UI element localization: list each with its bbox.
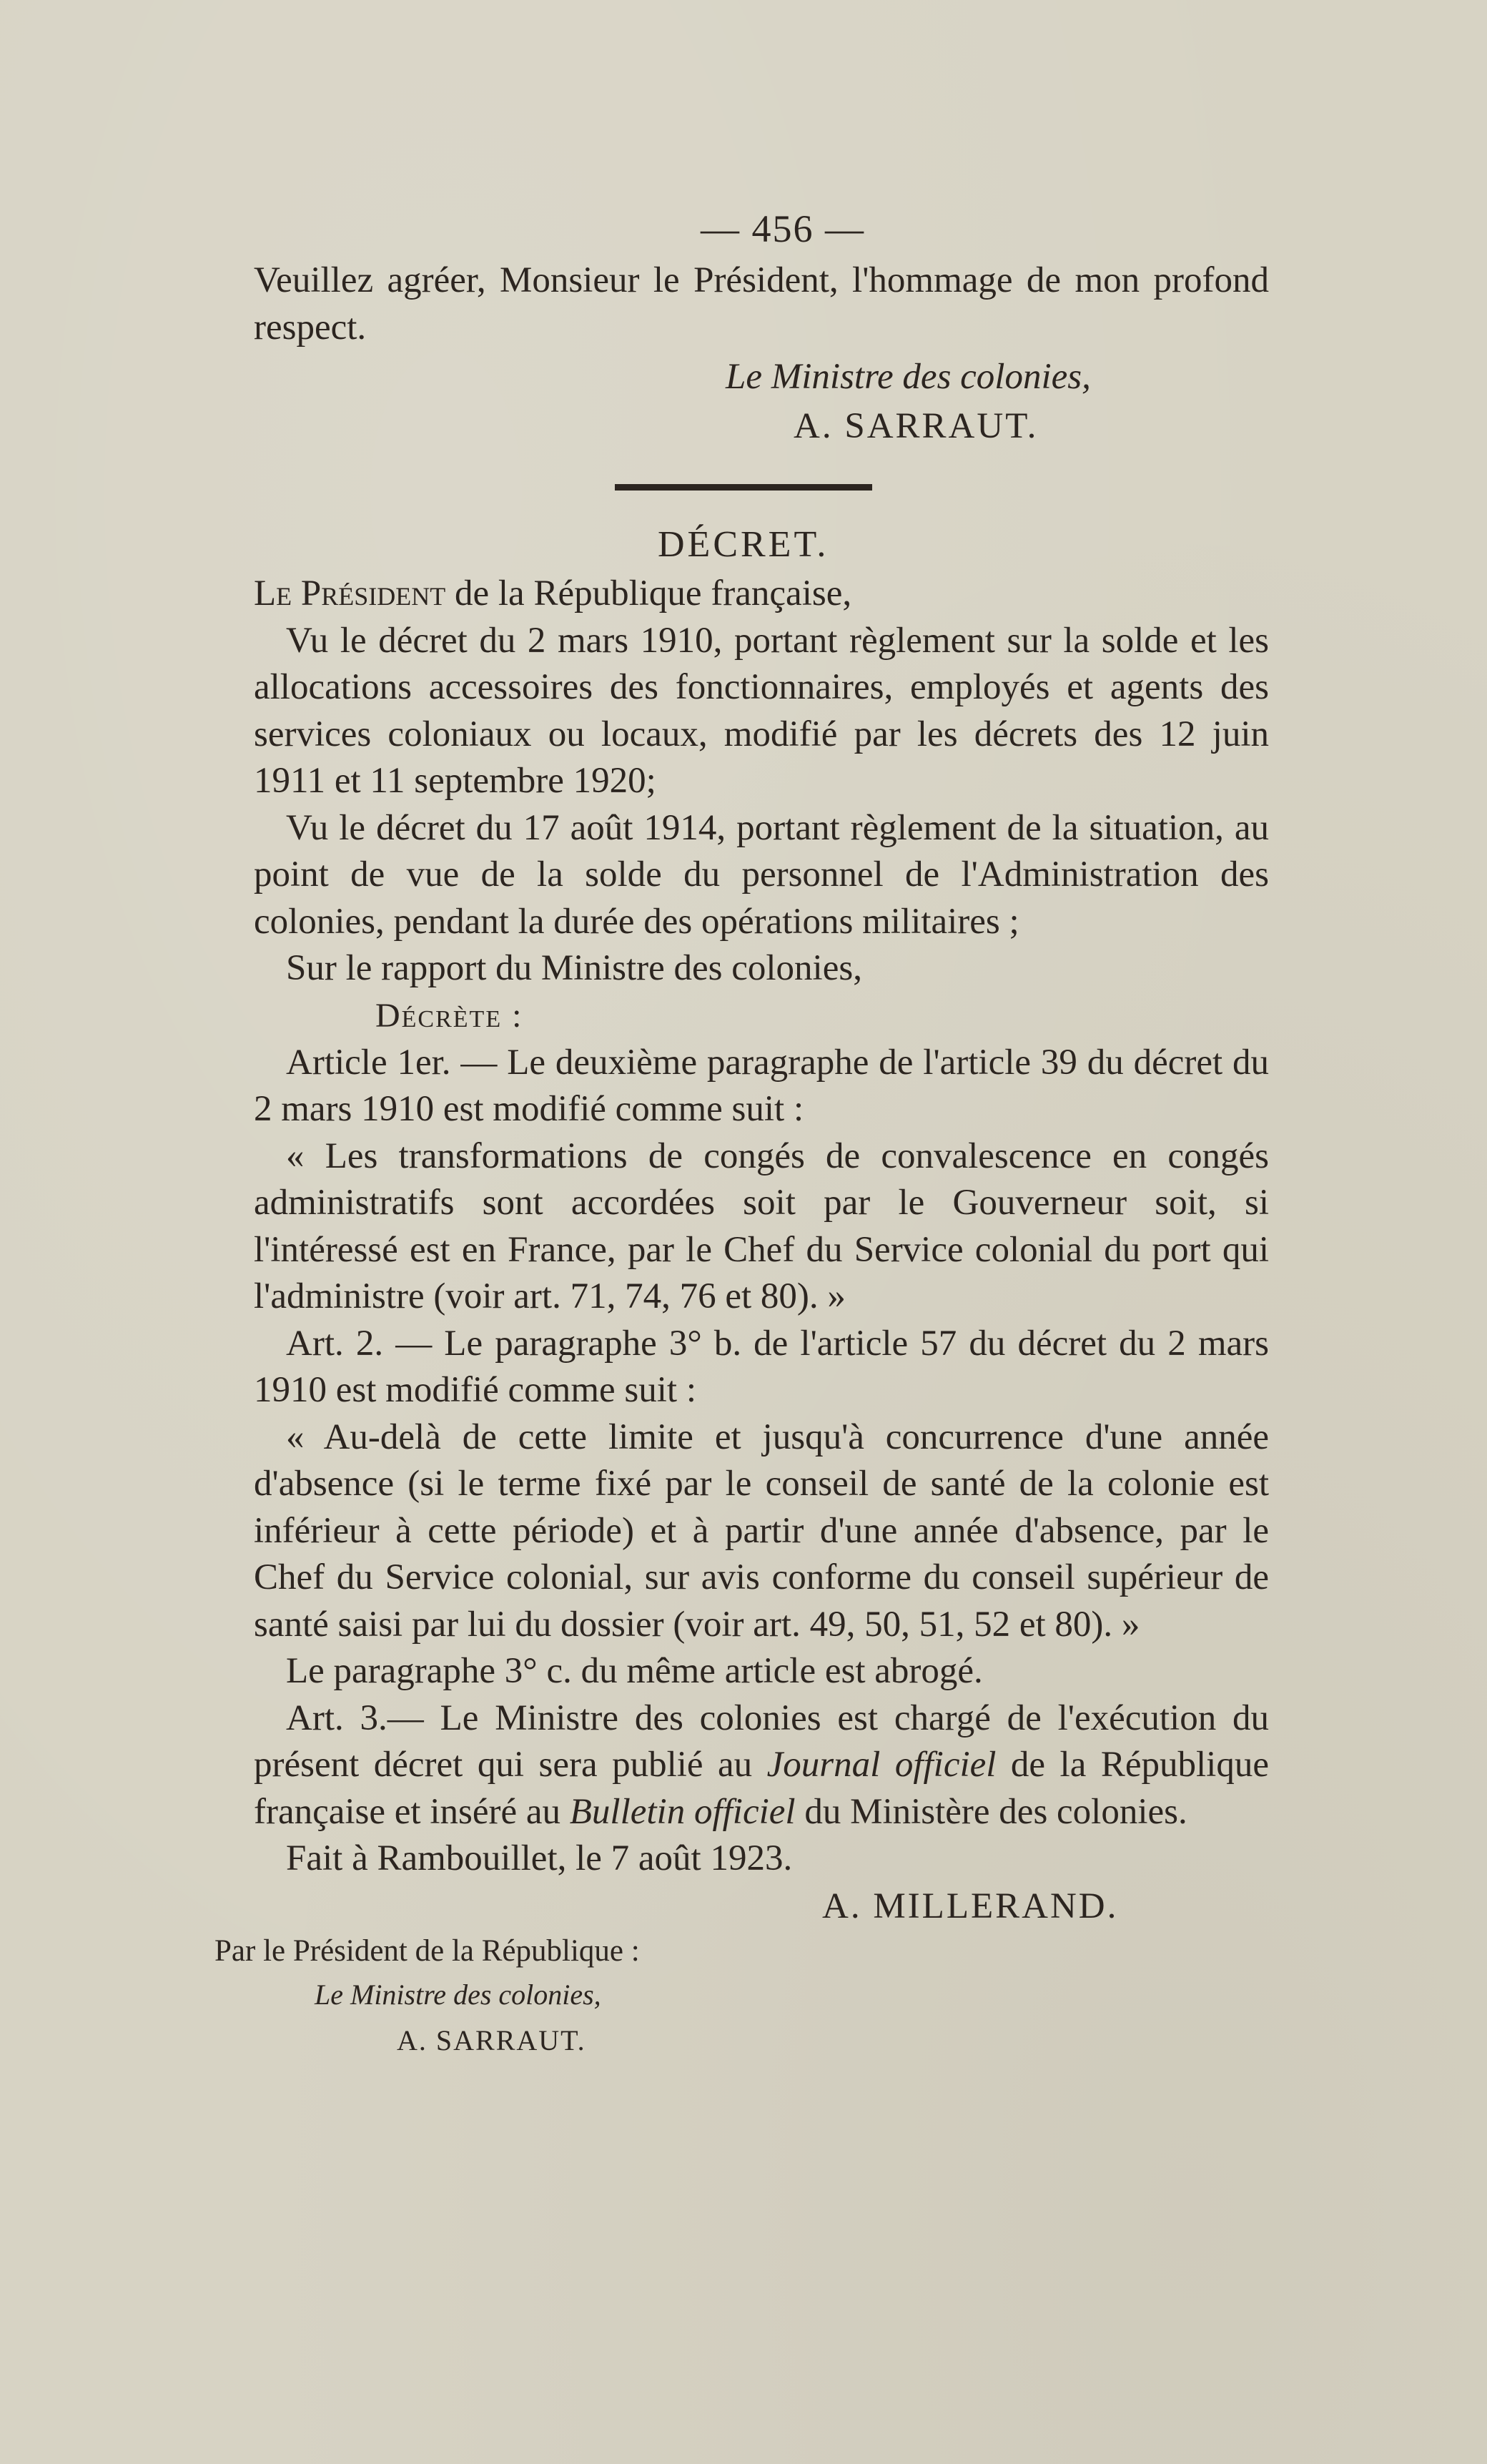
decree-heading: DÉCRET. — [658, 524, 829, 565]
article-3-text-after: du Ministère des colonies. — [795, 1791, 1187, 1832]
article-3-text-middle: de la République française et inséré au — [254, 1745, 1269, 1832]
ministre-title: Le Ministre des colonies, — [315, 1978, 601, 2011]
preamble-lead: Le Président — [254, 573, 446, 613]
president-signature: A. MILLERAND. — [822, 1886, 1119, 1926]
article-2-label: Art. 2. — [286, 1323, 384, 1364]
journal-officiel: Journal officiel — [766, 1745, 997, 1785]
page-number: — 456 — — [701, 207, 865, 250]
par-le-president: Par le Président de la République : — [214, 1933, 640, 1968]
article-3-label: Art. 3. — [286, 1697, 387, 1738]
closing-text: Veuillez agréer, Monsieur le Président, l'hommage de mon profond respect. — [254, 260, 1269, 348]
vu-paragraph-2: Vu le décret du 17 août 1914, portant règlement de la situation, au point de vue de la solde du personnel de l'Administration des colonies, pendant la durée des opérations militaires ; — [254, 807, 1269, 942]
rapport-paragraph: Sur le rapport du Ministre des colonies, — [286, 948, 862, 988]
ministre-signature: A. SARRAUT. — [397, 2024, 586, 2056]
closing-signer-name: A. SARRAUT. — [794, 406, 1039, 446]
article-2-text: — Le paragraphe 3° b. de l'article 57 du décret du 2 mars 1910 est modifié comme suit : — [254, 1323, 1269, 1410]
article-3-text-before: — Le Ministre des colonies est chargé de l'exécution du présent décret qui sera publié au — [254, 1697, 1270, 1785]
fait-paragraph: Fait à Rambouillet, le 7 août 1923. — [286, 1838, 793, 1878]
preamble — [254, 571, 1269, 618]
decrete-heading: Décrète : — [375, 996, 523, 1035]
article-1-quote: « Les transformations de congés de convalescence en congés administratifs sont accordées soit par le Gouverneur soit, si l'intéressé est en France, par le Chef du Service colonial du port qui l'administre (voir art. 71, 74, 76 et 80). » — [254, 1135, 1269, 1316]
article-1 — [254, 1040, 1269, 1133]
page-content — [214, 200, 1270, 2064]
abroge-paragraph: Le paragraphe 3° c. du même article est abrogé. — [286, 1651, 983, 1691]
article-2 — [254, 1321, 1269, 1414]
separator-rule — [615, 484, 872, 491]
vu-paragraph-1: Vu le décret du 2 mars 1910, portant règlement sur la solde et les allocations accessoires des fonctionnaires, employés et agents des services coloniaux ou locaux, modifié par les décrets des 12 juin 1911 et 11 septembre 1920; — [254, 620, 1269, 801]
closing-paragraph — [254, 257, 1269, 351]
article-2-quote: « Au-delà de cette limite et jusqu'à concurrence d'une année d'absence (si le terme fixé par le conseil de santé de la colonie est inférieur à cette période) et à partir d'une année d'absence, par le Chef du Service colonial, sur avis conforme du conseil supérieur de santé saisi par lui du dossier (voir art. 49, 50, 51, 52 et 80). » — [254, 1416, 1269, 1645]
preamble-rest: de la République française, — [445, 573, 852, 613]
article-3 — [254, 1695, 1269, 1836]
bulletin-officiel: Bulletin officiel — [569, 1791, 796, 1832]
article-1-text: — Le deuxième paragraphe de l'article 39 du décret du 2 mars 1910 est modifié comme suit : — [254, 1042, 1269, 1129]
article-1-label: Article 1er. — [286, 1042, 451, 1083]
closing-signer-title: Le Ministre des colonies, — [726, 357, 1091, 397]
